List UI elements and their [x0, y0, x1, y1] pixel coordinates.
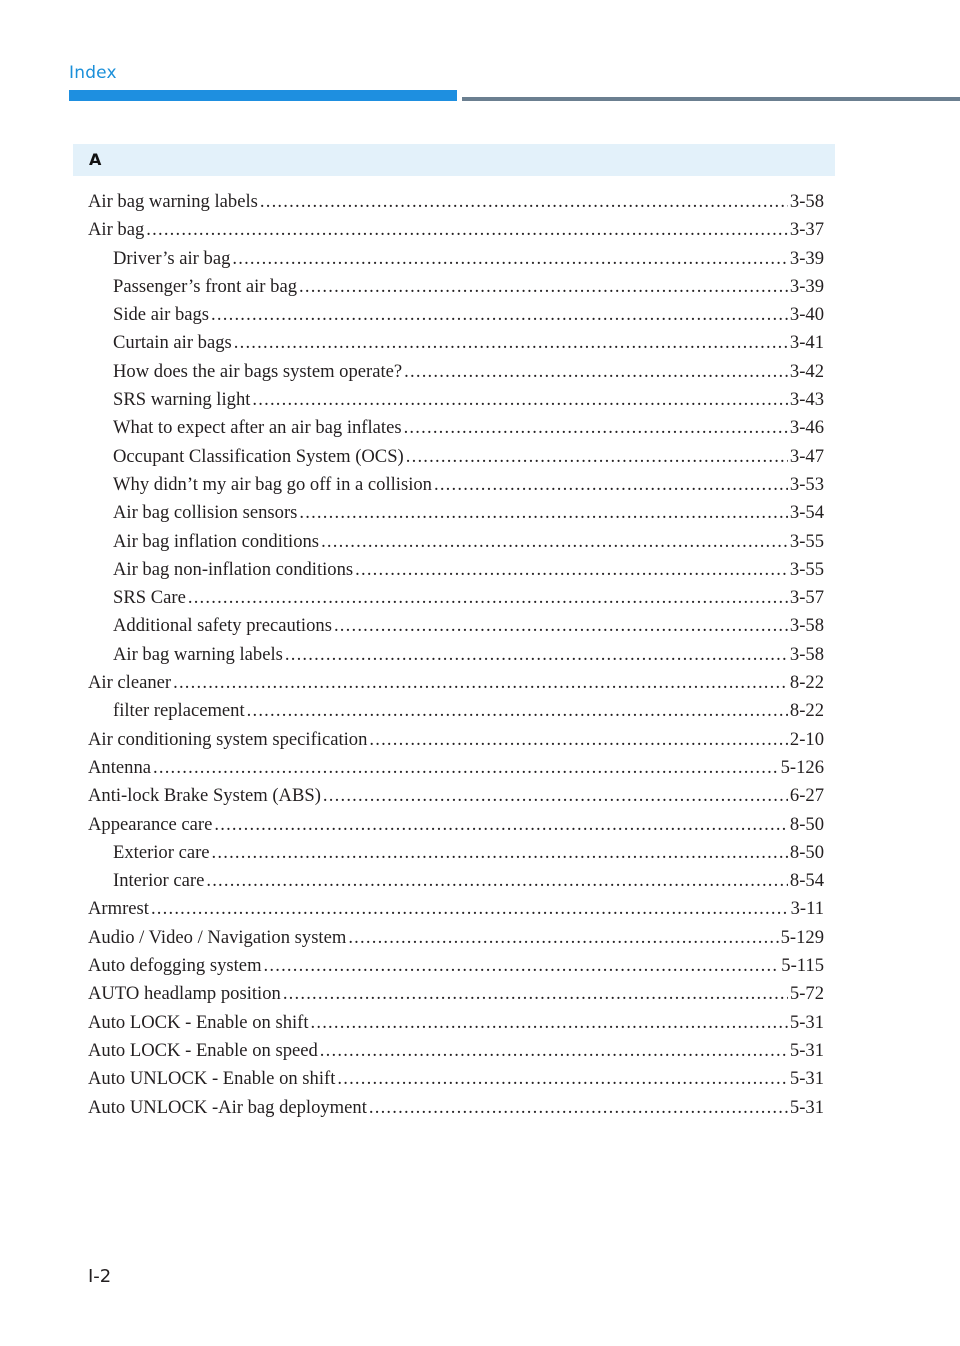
entry-term: Auto UNLOCK -Air bag deployment	[88, 1096, 367, 1118]
entry-page-reference: 3-42	[789, 360, 824, 382]
index-subentry	[88, 697, 824, 725]
index-subentry	[88, 414, 824, 442]
dot-leader	[211, 301, 788, 329]
index-entry	[88, 1094, 824, 1122]
entry-page-reference: 3-58	[789, 615, 824, 637]
entry-page-reference: 3-47	[789, 445, 824, 467]
entry-page-reference: 3-57	[789, 587, 824, 609]
entry-term: filter replacement	[113, 700, 245, 722]
index-subentry	[88, 641, 824, 669]
entry-page-reference: 5-126	[780, 756, 824, 778]
entry-page-reference: 3-39	[789, 247, 824, 269]
dot-leader	[369, 1094, 788, 1122]
entry-page-reference: 3-58	[789, 191, 824, 212]
index-subentry	[88, 499, 824, 527]
dot-leader	[151, 895, 789, 923]
index-entry	[88, 669, 824, 697]
entry-term: Air bag inflation conditions	[113, 530, 320, 552]
entry-page-reference: 3-55	[789, 558, 824, 580]
index-subentry	[88, 443, 824, 471]
index-subentry	[88, 528, 824, 556]
entry-page-reference: 3-11	[790, 898, 824, 920]
entry-page-reference: 5-115	[781, 955, 824, 977]
dot-leader	[311, 1009, 788, 1037]
index-entry	[88, 1009, 824, 1037]
entry-term: Additional safety precautions	[113, 615, 332, 637]
entry-term: Armrest	[88, 898, 149, 920]
entry-page-reference: 3-54	[789, 502, 824, 524]
index-entry	[88, 924, 824, 952]
entry-page-reference: 3-55	[789, 530, 824, 552]
entry-term: Auto defogging system	[88, 955, 262, 977]
index-entry	[88, 980, 824, 1008]
dot-leader	[173, 669, 788, 697]
entry-term: Why didn’t my air bag go off in a collision	[113, 473, 432, 495]
index-subentry	[88, 867, 824, 895]
dot-leader	[404, 414, 788, 442]
dot-leader	[334, 612, 788, 640]
entry-term: Interior care	[113, 870, 205, 892]
index-subentry	[88, 301, 824, 329]
entry-page-reference: 3-39	[789, 275, 824, 297]
entry-term: Audio / Video / Navigation system	[88, 926, 347, 948]
entry-page-reference: 5-31	[789, 1068, 824, 1090]
index-subentry	[88, 556, 824, 584]
entry-term: Side air bags	[113, 304, 210, 326]
dot-leader	[283, 980, 788, 1008]
dot-leader	[321, 528, 788, 556]
entry-page-reference: 3-40	[789, 304, 824, 326]
entry-term: Auto LOCK - Enable on shift	[88, 1011, 309, 1033]
dot-leader	[214, 811, 788, 839]
dot-leader	[232, 245, 788, 273]
index-subentry	[88, 612, 824, 640]
header-rule-gray	[462, 97, 960, 101]
index-entry	[88, 782, 824, 810]
entry-page-reference: 8-50	[789, 841, 824, 863]
entry-term: Air bag collision sensors	[113, 502, 298, 524]
dot-leader	[146, 216, 788, 244]
dot-leader	[406, 443, 788, 471]
index-entry	[88, 188, 824, 216]
entry-page-reference: 3-58	[789, 643, 824, 665]
index-entry	[88, 811, 824, 839]
page-header-title: Index	[69, 63, 117, 83]
entry-page-reference: 5-129	[780, 926, 824, 948]
dot-leader	[434, 471, 788, 499]
section-letter: A	[89, 150, 102, 169]
dot-leader	[285, 641, 788, 669]
dot-leader	[404, 358, 788, 386]
index-subentry	[88, 358, 824, 386]
dot-leader	[320, 1037, 788, 1065]
dot-leader	[264, 952, 780, 980]
dot-leader	[247, 697, 788, 725]
dot-leader	[206, 867, 788, 895]
entry-term: Appearance care	[88, 813, 213, 835]
dot-leader	[299, 273, 788, 301]
dot-leader	[252, 386, 788, 414]
index-entry	[88, 1037, 824, 1065]
entry-term: Anti-lock Brake System (ABS)	[88, 785, 321, 807]
entry-page-reference: 3-41	[789, 332, 824, 354]
entry-page-reference: 5-31	[789, 1011, 824, 1033]
entry-page-reference: 2-10	[789, 728, 824, 750]
entry-page-reference: 8-22	[789, 700, 824, 722]
entry-page-reference: 3-53	[789, 473, 824, 495]
entry-term: Air bag	[88, 219, 145, 241]
page-number: I-2	[88, 1266, 112, 1287]
dot-leader	[348, 924, 778, 952]
entry-page-reference: 8-54	[789, 870, 824, 892]
index-subentry	[88, 273, 824, 301]
entry-term: Air cleaner	[88, 672, 172, 694]
entry-term: Air bag non-inflation conditions	[113, 558, 354, 580]
entry-term: Antenna	[88, 756, 151, 778]
entry-term: Occupant Classification System (OCS)	[113, 445, 404, 467]
header-rule-accent	[69, 90, 457, 101]
entry-term: Air bag warning labels	[88, 191, 258, 212]
entry-term: AUTO headlamp position	[88, 983, 281, 1005]
dot-leader	[153, 754, 779, 782]
dot-leader	[299, 499, 788, 527]
entry-term: SRS Care	[113, 587, 186, 609]
dot-leader	[260, 188, 788, 216]
entry-term: Driver’s air bag	[113, 247, 231, 269]
dot-leader	[337, 1065, 788, 1093]
index-subentry	[88, 471, 824, 499]
index-entry-list	[88, 188, 824, 1122]
dot-leader	[188, 584, 788, 612]
index-entry	[88, 726, 824, 754]
index-entry	[88, 1065, 824, 1093]
index-subentry	[88, 329, 824, 357]
entry-page-reference: 8-50	[789, 813, 824, 835]
index-entry	[88, 216, 824, 244]
index-subentry	[88, 386, 824, 414]
dot-leader	[323, 782, 788, 810]
entry-term: SRS warning light	[113, 389, 251, 411]
dot-leader	[212, 839, 788, 867]
index-subentry	[88, 245, 824, 273]
index-entry	[88, 895, 824, 923]
entry-page-reference: 5-31	[789, 1096, 824, 1118]
dot-leader	[355, 556, 788, 584]
index-subentry	[88, 584, 824, 612]
entry-term: Passenger’s front air bag	[113, 275, 297, 297]
entry-term: Auto LOCK - Enable on speed	[88, 1039, 318, 1061]
index-entry	[88, 754, 824, 782]
entry-page-reference: 5-72	[789, 983, 824, 1005]
dot-leader	[369, 726, 788, 754]
index-subentry	[88, 839, 824, 867]
entry-term: Air bag warning labels	[113, 643, 283, 665]
entry-term: Exterior care	[113, 841, 210, 863]
entry-page-reference: 3-37	[789, 219, 824, 241]
dot-leader	[234, 329, 788, 357]
index-entry	[88, 952, 824, 980]
entry-term: What to expect after an air bag inflates	[113, 417, 402, 439]
entry-page-reference: 3-46	[789, 417, 824, 439]
entry-page-reference: 3-43	[789, 389, 824, 411]
entry-term: Auto UNLOCK - Enable on shift	[88, 1068, 336, 1090]
entry-page-reference: 5-31	[789, 1039, 824, 1061]
entry-term: Air conditioning system specification	[88, 728, 368, 750]
entry-page-reference: 6-27	[789, 785, 824, 807]
entry-page-reference: 8-22	[789, 672, 824, 694]
entry-term: How does the air bags system operate?	[113, 360, 403, 382]
entry-term: Curtain air bags	[113, 332, 232, 354]
section-header-bar	[73, 144, 835, 176]
